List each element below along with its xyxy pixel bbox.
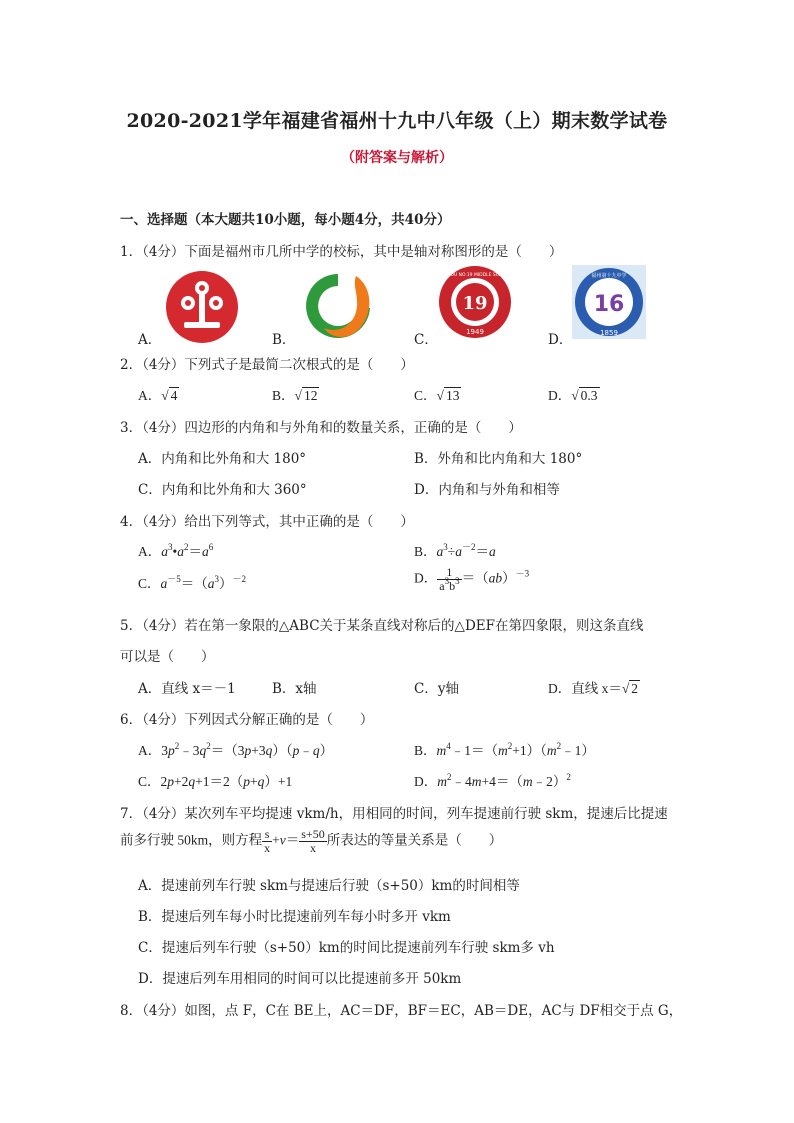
question-3-stem: 3．（4分）四边形的内角和与外角和的数量关系，正确的是（ ） xyxy=(120,420,522,436)
school-logo-a-icon xyxy=(162,270,242,345)
q1-option-a-label: A． xyxy=(138,332,162,348)
q6-option-c: C．2p+2q+1＝2（p+q）+1 xyxy=(138,774,293,789)
q7-option-c: C．提速后列车行驶（s+50）km的时间比提速前列车行驶 skm多 vh xyxy=(138,940,555,956)
question-4-stem: 4．（4分）给出下列等式，其中正确的是（ ） xyxy=(120,514,414,530)
q1-option-d-label: D． xyxy=(548,332,573,348)
logo-c-number: 19 xyxy=(462,293,488,314)
section-heading: 一、选择题（本大题共10小题，每小题4分，共40分） xyxy=(120,212,451,228)
q2-option-b-radicand: 12 xyxy=(303,388,318,403)
q1-option-c-label: C． xyxy=(414,332,438,348)
q7-option-b: B．提速后列车每小时比提速前列车每小时多开 vkm xyxy=(138,909,451,925)
q5-option-d-radicand: 2 xyxy=(631,681,639,696)
school-logo-b-icon xyxy=(298,268,378,344)
q2-option-c-label: C． xyxy=(414,388,437,403)
q6-option-a: A．$3p^2﹣3q^2=(3p+3q)(p﹣q)$ xyxy=(138,741,334,758)
q7-frac1-den: x xyxy=(264,841,271,855)
logo-c-year: 1949 xyxy=(466,328,484,336)
q7-option-a: A．提速前列车行驶 skm与提速后行驶（s+50）km的时间相等 xyxy=(138,878,520,894)
q4-option-d: D． $\frac{1}{a^3b^3}$ ＝（ab）$^{-3}$ xyxy=(414,565,530,593)
logo-c-ring-text: FUZHOU NO.19 MIDDLE SCHOOL xyxy=(438,273,512,278)
q5-option-b: B．x轴 xyxy=(272,681,317,697)
q6-option-b: B．$m^4﹣1=(m^2+1)(m^2﹣1)$ xyxy=(414,741,595,758)
q4-option-a-label: A． xyxy=(138,544,162,559)
q4-option-c: C．$a^{-5}=(a^3)^{-2}$ xyxy=(138,574,247,591)
q4-option-a: A．$a^3•a^2=a^6$ xyxy=(138,542,214,559)
question-7-stem-line2: 前多行驶 50km，则方程 $\frac{s}{x}$ +v＝ $\frac{s+50}{x}$ 所表达的等量关系是（ ） xyxy=(120,827,503,855)
school-logo-c-icon xyxy=(438,265,512,339)
q7-stem-post: 所表达的等量关系是（ ） xyxy=(326,832,503,848)
question-2-stem: 2．（4分）下列式子是最简二次根式的是（ ） xyxy=(120,357,414,373)
question-1-stem: 1．（4分）下面是福州市几所中学的校标，其中是轴对称图形的是（ ） xyxy=(120,244,563,260)
q4-option-c-label: C． xyxy=(138,576,161,591)
question-6-stem: 6．（4分）下列因式分解正确的是（ ） xyxy=(120,712,374,728)
q6-option-d: D．$m^2﹣4m+4=(m﹣2)^2$ xyxy=(414,772,571,789)
q7-frac2-num: s+50 xyxy=(301,827,325,841)
q7-stem-pre: 前多行驶 50km，则方程 xyxy=(120,832,263,848)
q2-option-b: B．√ 12 xyxy=(272,388,318,403)
question-5-stem-line1: 5．（4分）若在第一象限的△ABC关于某条直线对称后的△DEF在第四象限，则这条直线 xyxy=(120,618,644,634)
q2-option-d-radicand: 0.3 xyxy=(580,388,598,403)
q5-option-d-text: D．直线 x＝ xyxy=(548,681,622,696)
logo-d-year: 1859 xyxy=(600,329,618,337)
q4-option-b: B．$a^3\div a^{-2}=a$ xyxy=(414,542,496,559)
q4-option-d-label: D． xyxy=(414,570,438,586)
q2-option-a-radicand: 4 xyxy=(170,388,178,403)
q5-option-c: C．y轴 xyxy=(414,681,459,697)
q2-option-a-label: A． xyxy=(138,388,162,403)
q2-option-c-radicand: 13 xyxy=(445,388,460,403)
q2-option-d-label: D． xyxy=(548,388,572,403)
page-subtitle: （附答案与解析） xyxy=(341,150,453,166)
q5-option-d: D．直线 x＝√ 2 xyxy=(548,681,639,696)
q4-d-denominator-b: b xyxy=(449,579,456,593)
q4-d-denominator-a: a xyxy=(439,579,445,593)
question-5-stem-line2: 可以是（ ） xyxy=(120,649,215,665)
logo-d-ring-text: 福州第十九中学 xyxy=(591,273,627,279)
q2-option-d: D．√ 0.3 xyxy=(548,388,598,403)
q3-option-c: C．内角和比外角和大 360° xyxy=(138,482,307,498)
q4-option-b-label: B． xyxy=(414,544,437,559)
q2-option-c: C．√ 13 xyxy=(414,388,460,403)
question-7-stem-line1: 7．（4分）某次列车平均提速 vkm/h，用相同的时间，列车提速前行驶 skm，提速后比提速 xyxy=(120,806,668,822)
q5-option-a: A．直线 x＝－1 xyxy=(138,681,236,697)
school-logo-d-icon xyxy=(572,265,646,339)
q7-frac2-den: x xyxy=(309,841,316,855)
question-8-stem: 8．（4分）如图，点 F，C在 BE上，AC＝DF，BF＝EC，AB＝DE，AC与 DF相交于点 G， xyxy=(120,1003,683,1019)
page-title: 2020-2021学年福建省福州十九中八年级（上）期末数学试卷 xyxy=(126,110,668,132)
q2-option-a: A．√ 4 xyxy=(138,388,178,403)
q3-option-b: B．外角和比内角和大 180° xyxy=(414,451,583,467)
logo-d-number: 16 xyxy=(593,292,625,317)
q4-d-numerator: 1 xyxy=(437,566,461,580)
q3-option-d: D．内角和与外角和相等 xyxy=(414,482,560,498)
q3-option-a: A．内角和比外角和大 180° xyxy=(138,451,307,467)
q7-option-d: D．提速后列车用相同的时间可以比提速前多开 50km xyxy=(138,971,462,987)
q7-frac1-num: s xyxy=(262,828,272,842)
q2-option-b-label: B． xyxy=(272,388,295,403)
q1-option-b-label: B． xyxy=(272,332,296,348)
